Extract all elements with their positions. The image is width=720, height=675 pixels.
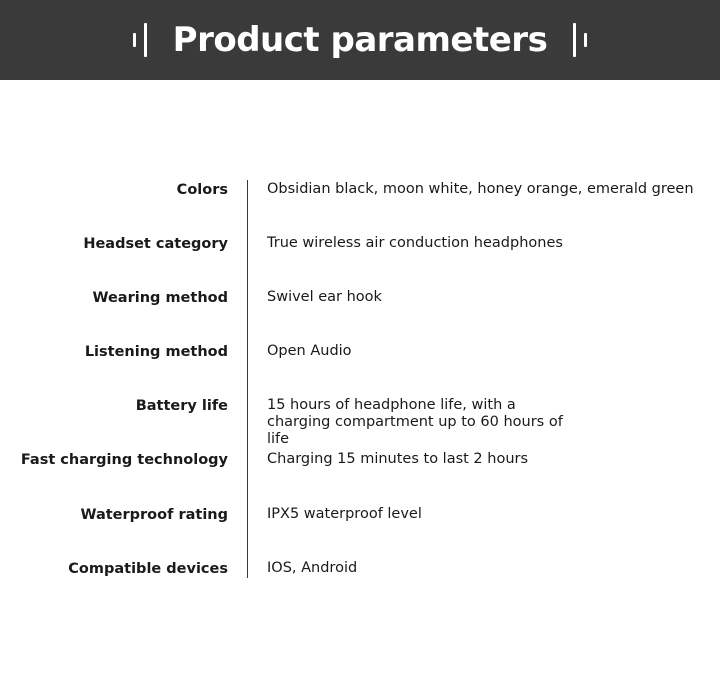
param-value: IPX5 waterproof level bbox=[267, 506, 422, 522]
param-label: Wearing method bbox=[92, 290, 228, 306]
param-label: Fast charging technology bbox=[20, 452, 228, 468]
param-label: Headset category bbox=[83, 236, 228, 252]
param-value: Swivel ear hook bbox=[267, 289, 382, 305]
param-label: Waterproof rating bbox=[80, 507, 228, 523]
param-label: Colors bbox=[176, 182, 228, 198]
param-value: Obsidian black, moon white, honey orange, emerald green bbox=[267, 181, 694, 197]
page-title: Product parameters bbox=[172, 20, 548, 60]
param-value: Open Audio bbox=[267, 343, 352, 359]
sound-bars-right-icon bbox=[569, 20, 591, 60]
header-banner bbox=[0, 0, 720, 80]
column-divider bbox=[247, 180, 248, 578]
param-value: 15 hours of headphone life, with a charging compartment up to 60 hours of life bbox=[267, 397, 563, 447]
param-label: Battery life bbox=[135, 398, 228, 414]
param-label: Compatible devices bbox=[68, 561, 228, 577]
param-value: True wireless air conduction headphones bbox=[267, 235, 563, 251]
param-value: IOS, Android bbox=[267, 560, 358, 576]
param-label: Listening method bbox=[84, 344, 228, 360]
sound-bars-left-icon bbox=[129, 20, 151, 60]
param-value: Charging 15 minutes to last 2 hours bbox=[267, 451, 529, 467]
